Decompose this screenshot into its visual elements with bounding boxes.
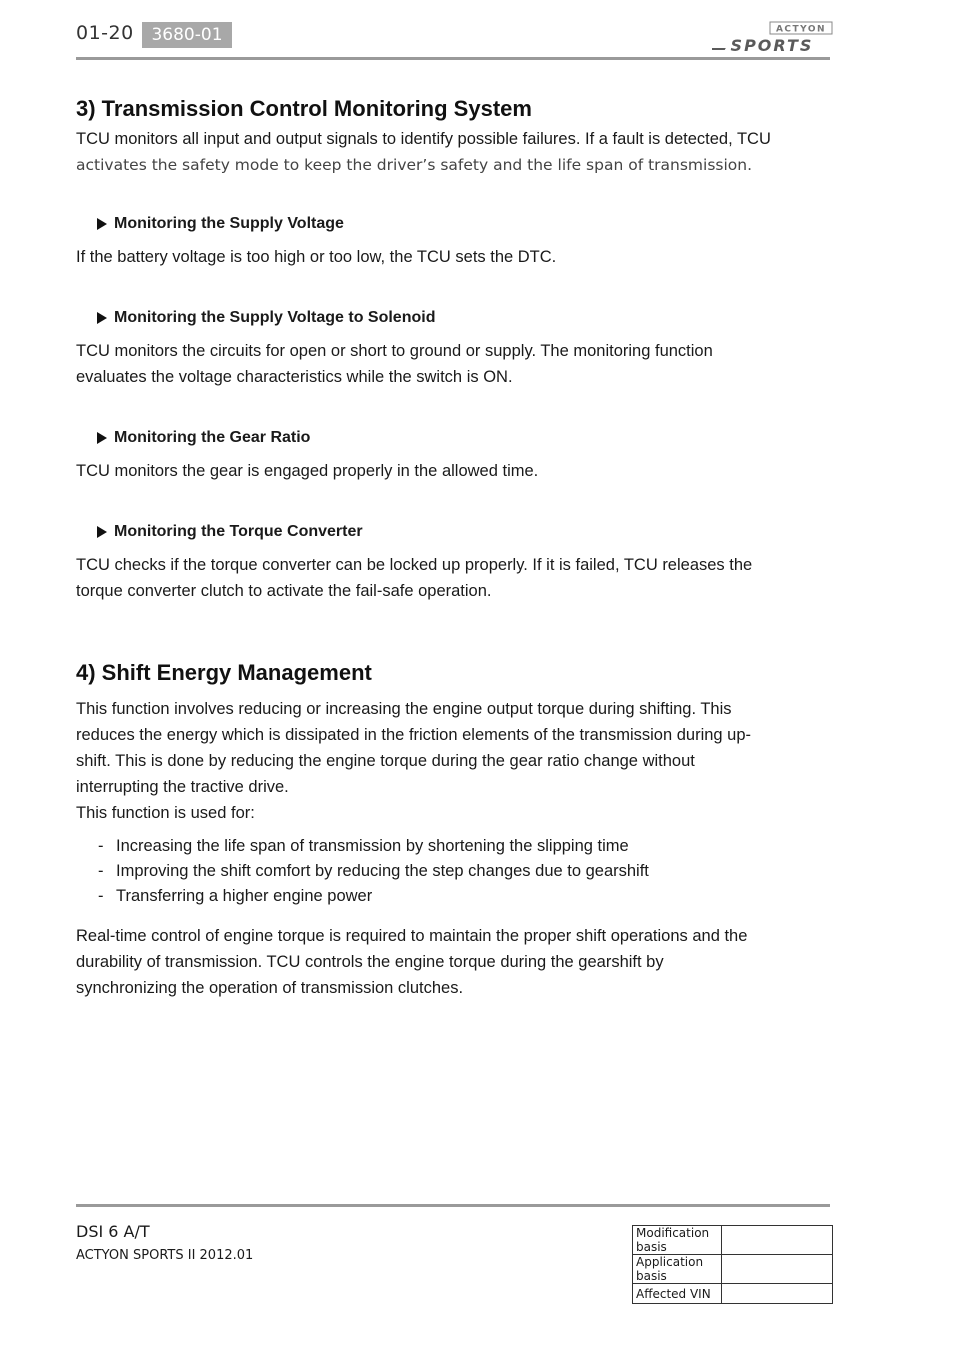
section-3-title: 3) Transmission Control Monitoring System xyxy=(76,96,532,121)
affected-vin-value xyxy=(722,1284,833,1304)
application-basis-value xyxy=(722,1255,833,1284)
modification-basis-value xyxy=(722,1226,833,1255)
table-row xyxy=(633,1255,833,1284)
supply-voltage-text: If the battery voltage is too high or too low, the TCU sets the DTC. xyxy=(76,248,557,266)
subheading-gear-ratio: Monitoring the Gear Ratio xyxy=(76,426,776,450)
page-number: 01-20 xyxy=(76,22,134,44)
dash-bullet: - xyxy=(98,837,104,855)
list-item: - Increasing the life span of transmission by shortening the slipping time xyxy=(76,834,776,859)
triangle-bullet-icon xyxy=(97,526,107,538)
subheading-torque-converter: Monitoring the Torque Converter xyxy=(76,520,776,544)
page-content xyxy=(76,94,776,1001)
section-4-title: 4) Shift Energy Management xyxy=(76,660,372,685)
section-4-para3: Real-time control of engine torque is required to maintain the proper shift operations and the durability of transmission. TCU controls the engine torque during the gearshift by synchronizing the operation of transmission clutches. xyxy=(76,927,748,997)
triangle-bullet-icon xyxy=(97,312,107,324)
table-row xyxy=(633,1284,833,1304)
svg-text:ACTYON: ACTYON xyxy=(775,24,827,35)
table-row xyxy=(633,1226,833,1255)
section-4-para2: This function is used for: xyxy=(76,804,255,822)
svg-text:SPORTS: SPORTS xyxy=(730,36,814,54)
torque-converter-text: TCU checks if the torque converter can be locked up properly. If it is failed, TCU releases the torque converter clutch to activate the fail-safe operation. xyxy=(76,556,753,600)
affected-vin-label: Affected VIN xyxy=(633,1284,722,1304)
subheading-solenoid-voltage: Monitoring the Supply Voltage to Solenoid xyxy=(76,306,776,330)
modification-table xyxy=(632,1225,833,1304)
application-basis-label: Application basis xyxy=(633,1255,722,1284)
modification-basis-label: Modification basis xyxy=(633,1226,722,1255)
dash-bullet: - xyxy=(98,887,104,905)
triangle-bullet-icon xyxy=(97,432,107,444)
triangle-bullet-icon xyxy=(97,218,107,230)
list-item: - Improving the shift comfort by reducing the step changes due to gearshift xyxy=(76,859,776,884)
footer-subtitle: ACTYON SPORTS II 2012.01 xyxy=(76,1248,254,1263)
subheading-supply-voltage: Monitoring the Supply Voltage xyxy=(76,212,776,236)
list-item: - Transferring a higher engine power xyxy=(76,884,776,909)
section-3-intro-line1: TCU monitors all input and output signals to identify possible failures. If a fault is detected, TCU xyxy=(76,130,771,148)
logo-actyon-box xyxy=(770,22,832,35)
dash-bullet: - xyxy=(98,862,104,880)
footer-title: DSI 6 A/T xyxy=(76,1222,150,1241)
gear-ratio-text: TCU monitors the gear is engaged properly in the allowed time. xyxy=(76,462,539,480)
section-3-intro-line2: activates the safety mode to keep the driver’s safety and the life span of transmission. xyxy=(76,156,753,174)
footer-divider xyxy=(76,1204,830,1207)
solenoid-voltage-text: TCU monitors the circuits for open or short to ground or supply. The monitoring function evaluates the voltage characteristics while the switch is ON. xyxy=(76,342,713,386)
logo-sports-wordmark xyxy=(712,36,813,54)
actyon-sports-logo xyxy=(712,20,834,54)
section-4-para1: This function involves reducing or increasing the engine output torque during shifting. This reduces the energy which is dissipated in the friction elements of the transmission during up-shift. This is done by reducing the engine torque during the gear ratio change without interrupting the tractive drive. xyxy=(76,700,752,796)
usage-list xyxy=(76,834,776,909)
header-divider xyxy=(76,57,830,60)
section-code-badge: 3680-01 xyxy=(142,22,232,48)
